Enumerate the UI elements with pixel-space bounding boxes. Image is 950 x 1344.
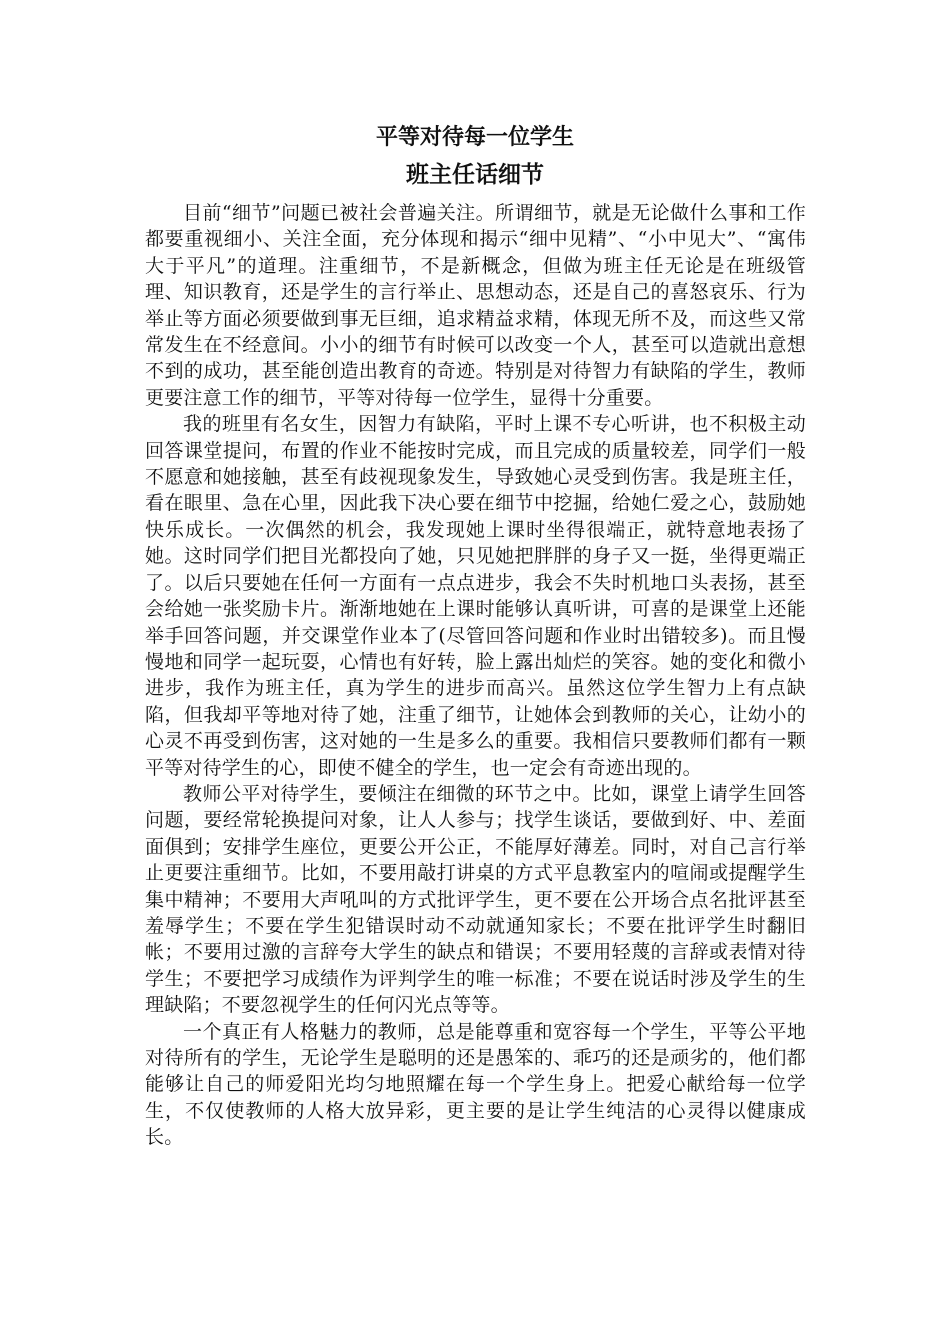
paragraph-3: 教师公平对待学生，要倾注在细微的环节之中。比如，课堂上请学生回答问题，要经常轮换提问对象，让人人参与；找学生谈话，要做到好、中、差面面俱到；安排学生座位，更要公开公正，不能厚好薄差。同时，对自己言行举止更要注重细节。比如，不要用敲打讲桌的方式平息教室内的喧闹或提醒学生集中精神；不要用大声吼叫的方式批评学生，更不要在公开场合点名批评甚至羞辱学生；不要在学生犯错误时动不动就通知家长；不要在批评学生时翻旧帐；不要用过激的言辞夸大学生的缺点和错误；不要用轻蔑的言辞或表情对待学生；不要把学习成绩作为评判学生的唯一标准；不要在说话时涉及学生的生理缺陷；不要忽视学生的任何闪光点等等。: [145, 782, 806, 1017]
paragraph-4: 一个真正有人格魅力的教师，总是能尊重和宽容每一个学生，平等公平地对待所有的学生，无论学生是聪明的还是愚笨的、乖巧的还是顽劣的，他们都能够让自己的师爱阳光均匀地照耀在每一个学生身上。把爱心献给每一位学生，不仅使教师的人格大放异彩，更主要的是让学生纯洁的心灵得以健康成长。: [145, 1020, 806, 1149]
paragraph-1: 目前“细节”问题已被社会普遍关注。所谓细节，就是无论做什么事和工作都要重视细小、关注全面，充分体现和揭示“细中见精”、“小中见大”、“寓伟大于平凡”的道理。注重细节，不是新概念，但做为班主任无论是在班级管理、知识教育，还是学生的言行举止、思想动态，还是自己的喜怒哀乐、行为举止等方面必须要做到事无巨细，追求精益求精，体现无所不及，而这些又常常发生在不经意间。小小的细节有时候可以改变一个人，甚至可以造就出意想不到的成功，甚至能创造出教育的奇迹。特别是对待智力有缺陷的学生，教师更要注意工作的细节，平等对待每一位学生，显得十分重要。: [145, 202, 806, 409]
paragraph-2: 我的班里有名女生，因智力有缺陷，平时上课不专心听讲，也不积极主动回答课堂提问，布置的作业不能按时完成，而且完成的质量较差，同学们一般不愿意和她接触，甚至有歧视现象发生，导致她心灵受到伤害。我是班主任，看在眼里、急在心里，因此我下决心要在细节中挖掘，给她仁爱之心，鼓励她快乐成长。一次偶然的机会，我发现她上课时坐得很端正，就特意地表扬了她。这时同学们把目光都投向了她，只见她把胖胖的身子又一挺，坐得更端正了。以后只要她在任何一方面有一点点进步，我会不失时机地口头表扬，甚至会给她一张奖励卡片。渐渐地她在上课时能够认真听讲，可喜的是课堂上还能举手回答问题，并交课堂作业本了(尽管回答问题和作业时出错较多)。而且慢慢地和同学一起玩耍，心情也有好转，脸上露出灿烂的笑容。她的变化和微小进步，我作为班主任，真为学生的进步而高兴。虽然这位学生智力上有点缺陷，但我却平等地对待了她，注重了细节，让她体会到教师的关心，让幼小的心灵不再受到伤害，这对她的一生是多么的重要。我相信只要教师们都有一颗平等对待学生的心，即使不健全的学生，也一定会有奇迹出现的。: [145, 413, 806, 779]
document-body: [145, 200, 806, 1151]
document-subtitle: 班主任话细节: [406, 161, 544, 188]
document-title: 平等对待每一位学生: [375, 124, 574, 150]
